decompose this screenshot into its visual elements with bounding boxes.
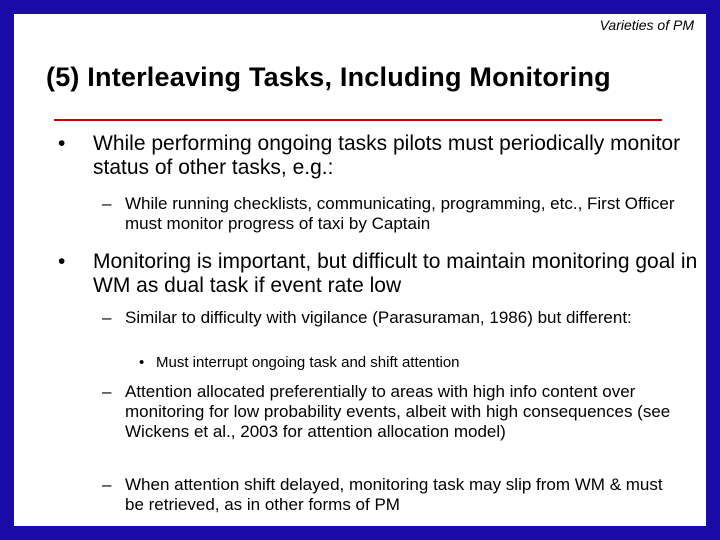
sub-bullet-text: While running checklists, communicating, programming, etc., First Officer must monitor progress of taxi by Captain — [125, 194, 675, 233]
sub-sub-bullet-text: Must interrupt ongoing task and shift attention — [156, 354, 460, 371]
bullet-item — [58, 132, 706, 180]
bullet-marker: • — [58, 132, 66, 155]
bullet-marker: • — [58, 250, 66, 273]
sub-bullet-text: Attention allocated preferentially to areas with high info content over monitoring for low probability events, albeit with high consequences (see Wickens et al., 2003 for attention allocation model) — [125, 382, 671, 441]
bullet-marker: • — [139, 354, 145, 371]
sub-bullet-text: Similar to difficulty with vigilance (Parasuraman, 1986) but different: — [125, 308, 632, 327]
dash-marker: – — [102, 308, 112, 327]
sub-bullet-item — [102, 382, 685, 442]
bullet-text: While performing ongoing tasks pilots must periodically monitor status of other tasks, e.g.: — [93, 132, 681, 179]
sub-bullet-text: When attention shift delayed, monitoring task may slip from WM & must be retrieved, as in other forms of PM — [125, 475, 663, 514]
section-label: Varieties of PM — [599, 17, 694, 33]
bullet-item — [58, 250, 706, 298]
dash-marker: – — [102, 194, 112, 213]
dash-marker: – — [102, 382, 112, 401]
slide — [14, 14, 706, 526]
sub-bullet-item — [102, 194, 695, 234]
sub-bullet-item — [102, 475, 685, 515]
sub-sub-bullet-item — [139, 354, 676, 372]
bullet-text: Monitoring is important, but difficult to maintain monitoring goal in WM as dual task if event rate low — [93, 250, 698, 297]
dash-marker: – — [102, 475, 112, 494]
title-divider — [54, 119, 662, 121]
slide-title: (5) Interleaving Tasks, Including Monitoring — [46, 62, 611, 92]
sub-bullet-item — [102, 308, 670, 328]
